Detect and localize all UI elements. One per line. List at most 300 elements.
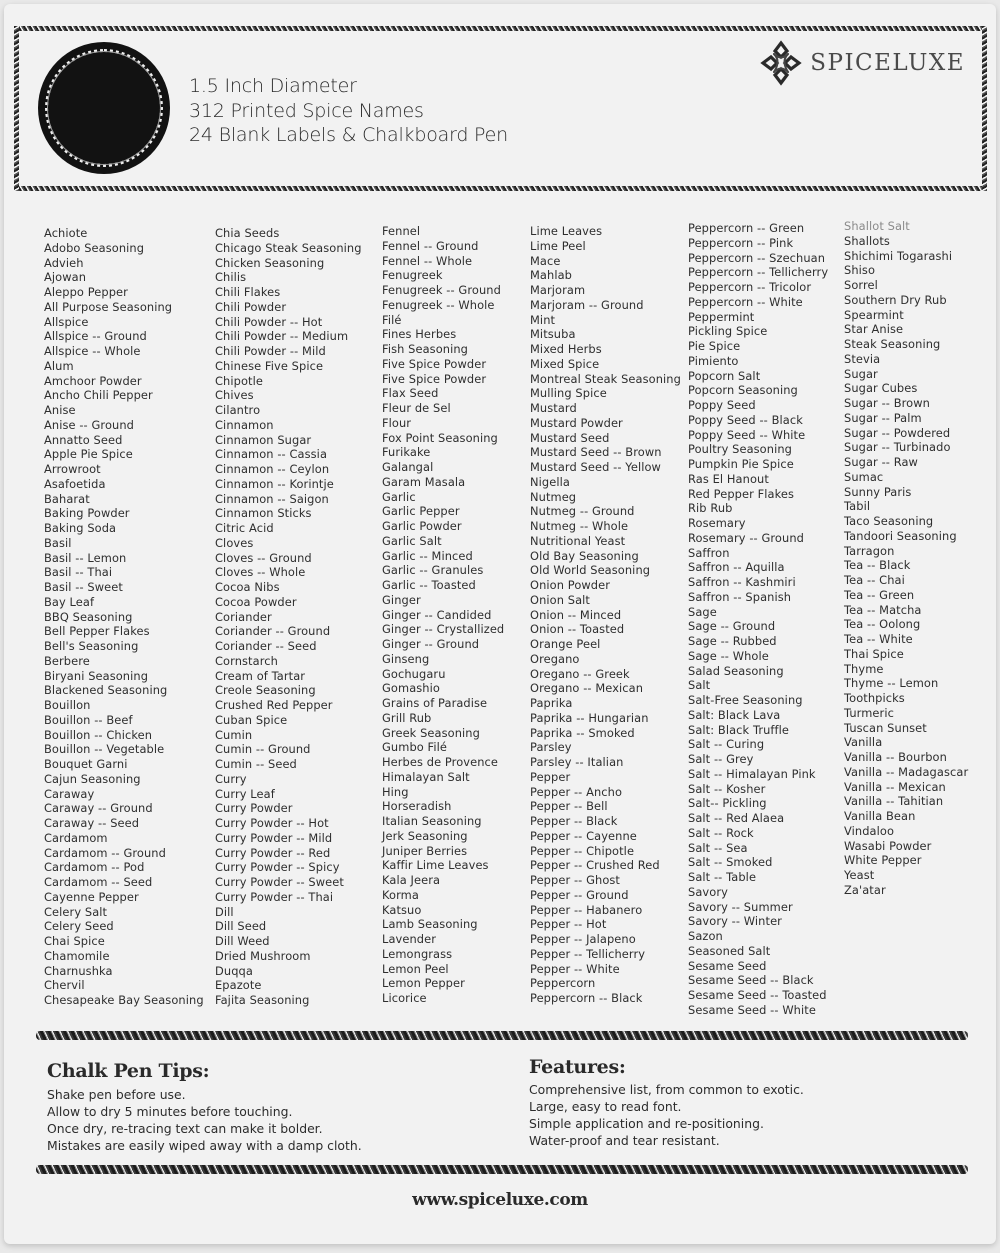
spice-name: Fleur de Sel [382,401,451,415]
spice-name: Rosemary -- Ground [688,530,804,545]
spice-name: Cocoa Nibs [215,580,280,594]
spice-name: Caraway [44,786,95,801]
spice-name: Salt: Black Truffle [688,722,790,737]
tip-item: Allow to dry 5 minutes before touching. [47,1104,293,1119]
spice-name: Old Bay Seasoning [530,548,639,563]
spice-name: Parsley -- Italian [530,755,624,769]
spice-name: Charnushka [44,963,113,978]
spice-name: Peppercorn -- Tellicherry [688,265,829,280]
spice-name: Galangal [382,460,434,474]
spice-name: Tea -- Green [844,587,915,602]
spice-name: Italian Seasoning [382,814,482,828]
spice-name: Onion Powder [530,578,611,592]
spice-name: Thyme [844,661,884,676]
spice-name: Tea -- Black [844,558,911,573]
spice-name: Cinnamon [215,417,274,432]
header-panel [14,26,987,191]
spice-name: Vanilla Bean [844,809,916,823]
spice-name: Basil [44,535,72,550]
spice-name: Pepper -- Tellicherry [530,946,646,961]
spice-name: Advieh [44,255,84,270]
spice-name: Salt -- Sea [688,840,748,855]
spice-name: Juniper Berries [382,843,468,858]
spice-name: Ginseng [382,651,430,666]
spice-name: Mulling Spice [530,386,607,401]
spice-name: Vanilla -- Tahitian [844,794,944,809]
spice-name: Basil -- Lemon [44,550,127,565]
spice-name: Peppercorn -- White [688,294,803,309]
spice-name: Mint [530,312,556,327]
spice-name: Salt: Black Lava [688,707,781,722]
spice-name: Salt -- Himalayan Pink [688,766,816,781]
spice-name: Fenugreek [382,268,443,283]
spice-name: Lemon Pepper [382,976,465,991]
spice-name: Cinnamon Sticks [215,506,312,521]
spice-name: Dried Mushroom [215,948,311,963]
spice-name: Cajun Seasoning [44,771,141,786]
features-list [529,1081,804,1149]
spice-name: Yeast [844,868,875,882]
spice-name: Chesapeake Bay Seasoning [44,993,204,1007]
rope-divider-bottom [36,1165,968,1174]
spice-name: Sugar -- Powdered [844,425,951,440]
spice-name: Salt [688,678,711,693]
spice-name: Sugar Cubes [844,381,918,396]
spice-name: Turmeric [844,705,894,720]
spice-name: Salt -- Grey [688,752,754,766]
spice-name: Onion Salt [530,592,590,607]
spice-name: Cinnamon -- Ceylon [215,462,330,476]
spice-name: Lime Leaves [530,224,603,238]
spice-name: Pepper -- White [530,961,620,976]
spice-name: Chicago Steak Seasoning [215,240,362,255]
spice-name: Caraway -- Ground [44,801,153,816]
spice-name: Shallot Salt [844,219,910,233]
spice-name: Duqqa [215,963,253,978]
spice-name: Curry Powder -- Mild [215,830,333,845]
spice-name: Bouquet Garni [44,757,128,771]
spice-name: Cinnamon -- Saigon [215,491,329,506]
spice-name: Annatto Seed [44,432,123,447]
spice-name: Mixed Spice [530,356,600,371]
spice-name: Gumbo Filé [382,740,448,755]
spice-name: Berbere [44,653,90,668]
spice-name: Greek Seasoning [382,725,480,740]
spice-name: Tea -- Chai [844,573,905,587]
spice-name: Himalayan Salt [382,769,470,784]
spice-name: Tabil [844,499,871,514]
spice-name: Nutmeg [530,489,577,504]
spice-name: Salt-- Pickling [688,796,767,811]
spice-name: Mustard Seed [530,430,610,445]
spice-name: BBQ Seasoning [44,609,133,624]
label-inner-ring [47,51,161,165]
spice-name: Sesame Seed -- White [688,1002,816,1017]
spice-name: Sage -- Ground [688,619,776,634]
spice-name: Ginger -- Candided [382,607,492,622]
tip-item: Once dry, re-tracing text can make it bolder. [47,1121,323,1136]
spice-name: Sorrel [844,278,878,292]
spice-name: Peppercorn -- Black [530,991,643,1005]
spice-name: Salt -- Smoked [688,855,773,870]
spice-name: Cocoa Powder [215,594,297,609]
spice-name: Saffron -- Aquilla [688,560,785,575]
spice-name: Salt -- Kosher [688,781,766,796]
spice-name: Fox Point Seasoning [382,430,498,445]
spice-name: Chives [215,388,254,403]
spice-name: Chili Powder -- Medium [215,329,349,344]
spice-name: Mustard Powder [530,415,623,430]
spice-name: Onion -- Minced [530,607,622,622]
feature-item: Water-proof and tear resistant. [529,1133,720,1148]
spice-name: Mustard [530,401,577,415]
spice-name: Garam Masala [382,474,466,489]
spice-name: Cilantro [215,403,261,417]
spice-name: Peppermint [688,309,755,324]
spice-name: Lamb Seasoning [382,917,478,932]
spice-name: Pepper -- Habanero [530,902,643,917]
spice-name: Salt -- Curing [688,737,765,752]
spice-name: Shiso [844,263,876,278]
spice-name: Seasoned Salt [688,943,771,958]
spice-name: Apple Pie Spice [44,447,133,462]
spice-name: Saffron -- Kashmiri [688,575,796,589]
spice-name: Sesame Seed -- Toasted [688,988,827,1002]
spice-name: Garlic -- Minced [382,548,473,563]
spice-name: Fennel -- Ground [382,238,479,253]
spice-name: Sumac [844,469,884,484]
spice-name: Five Spice Powder [382,356,487,371]
spice-name: Marjoram -- Ground [530,297,644,312]
spice-name: Mace [530,253,561,268]
spice-name: Onion -- Toasted [530,622,625,637]
spice-name: Tea -- Matcha [844,602,922,617]
spice-name: Curry Powder -- Spicy [215,860,340,875]
spice-name: Poppy Seed -- Black [688,412,803,427]
spice-name: Cream of Tartar [215,668,306,683]
spice-name: Celery Seed [44,919,114,934]
spice-name: Bell Pepper Flakes [44,624,150,639]
spice-name: Chinese Five Spice [215,358,324,373]
spice-name: Curry Leaf [215,786,275,801]
spice-column-1 [44,226,204,1008]
spice-name: Asafoetida [44,476,106,491]
spice-name: Tuscan Sunset [844,720,927,735]
spice-name: Bouillon -- Chicken [44,727,153,742]
spice-name: Garlic Salt [382,533,442,548]
spice-name: Curry [215,771,247,786]
feature-item: Comprehensive list, from common to exotic. [529,1082,804,1097]
spice-name: Cornstarch [215,653,278,668]
spice-name: Chili Powder -- Hot [215,314,323,329]
spice-name: Wasabi Powder [844,838,932,853]
spice-name: Kala Jeera [382,873,441,887]
spice-column-3 [382,224,504,1006]
rope-border-top [14,26,987,31]
spice-name: Baking Soda [44,521,117,535]
spice-name: Cumin -- Seed [215,757,297,771]
spice-name: Sugar -- Turbinado [844,440,951,455]
spice-name: Fennel -- Whole [382,253,473,268]
spice-name: Curry Powder [215,801,293,816]
spice-name: Salad Seasoning [688,663,784,678]
spice-name: Garlic Powder [382,519,462,533]
spice-name: White Pepper [844,853,922,868]
spice-name: Chili Flakes [215,285,281,299]
spice-name: Vanilla -- Madagascar [844,764,969,779]
spice-name: Sesame Seed [688,958,767,973]
spice-name: Chicken Seasoning [215,255,325,270]
spice-name: Saffron -- Spanish [688,589,792,604]
spice-name: Fenugreek -- Whole [382,297,495,312]
spice-name: Gochugaru [382,666,446,681]
spice-name: Tarragon [844,543,895,558]
spice-name: Coriander -- Ground [215,624,331,639]
spice-name: Sunny Paris [844,484,912,499]
spice-name: Chili Powder -- Mild [215,344,326,358]
spice-name: Mixed Herbs [530,342,602,356]
spice-name: Taco Seasoning [844,514,934,528]
spice-name: Pepper -- Bell [530,799,608,814]
spice-name: Chipotle [215,373,263,388]
spice-name: Fines Herbes [382,327,457,342]
spice-name: Sage -- Rubbed [688,634,777,648]
spice-name: Star Anise [844,322,904,337]
spice-name: Katsuo [382,902,422,917]
spice-name: Tea -- Oolong [844,617,921,632]
round-chalkboard-label-icon [38,42,170,174]
spice-name: Horseradish [382,799,452,814]
spice-name: Filé [382,312,402,327]
spice-name: Savory -- Winter [688,914,782,929]
spice-name: Cayenne Pepper [44,889,139,904]
spice-name: Stevia [844,351,881,366]
spice-name: Licorice [382,991,427,1005]
spice-name: Montreal Steak Seasoning [530,371,681,386]
rope-divider-top [36,1031,968,1040]
spice-name: Nigella [530,474,570,489]
spice-name: All Purpose Seasoning [44,299,173,314]
spice-name: Pimiento [688,353,739,368]
spice-name: Savory -- Summer [688,899,793,914]
spice-name: Za'atar [844,882,886,897]
spice-name: Allspice -- Ground [44,329,147,344]
spice-name: Achiote [44,226,88,240]
spice-name: Poppy Seed [688,398,756,412]
spice-name: Vanilla -- Mexican [844,779,946,794]
spice-name: Spearmint [844,307,904,322]
spice-name: Adobo Seasoning [44,240,145,255]
spice-name: Toothpicks [844,691,905,705]
spice-name: Lemon Peel [382,961,449,976]
spice-name: Sugar -- Raw [844,455,918,469]
spice-name: Flour [382,415,412,430]
spice-name: Sugar -- Palm [844,410,922,425]
spice-name: Poppy Seed -- White [688,427,806,442]
spice-name: Peppercorn [530,976,596,991]
spice-name: Pepper -- Ghost [530,873,620,887]
spice-name: Nutritional Yeast [530,533,626,548]
spice-name: Bouillon [44,698,91,712]
spice-name: Furikake [382,445,431,460]
spice-name: Pepper -- Cayenne [530,828,637,843]
spice-name: Chilis [215,270,247,285]
spice-name: Sage -- Whole [688,648,769,663]
spice-name: Shallots [844,233,890,248]
product-specs [189,74,508,148]
spice-name: Saffron [688,545,730,560]
spice-name: Crushed Red Pepper [215,698,333,712]
floral-knot-logo-icon [760,40,802,86]
spice-name: Anise [44,403,76,417]
spice-name: Southern Dry Rub [844,292,947,307]
tip-item: Mistakes are easily wiped away with a damp cloth. [47,1138,362,1153]
spice-name: Cardamom -- Ground [44,845,166,860]
spice-name: Flax Seed [382,386,439,401]
spice-name: Kaffir Lime Leaves [382,858,489,873]
spice-name: Fajita Seasoning [215,993,310,1007]
spice-name: Oregano [530,651,580,666]
spice-name: Rosemary [688,516,746,530]
spice-name: Dill Seed [215,919,267,934]
spice-name: Pickling Spice [688,324,768,339]
spice-name: Curry Powder -- Hot [215,816,329,830]
spice-name: Oregano -- Mexican [530,681,644,696]
spice-name: Salt-Free Seasoning [688,693,803,707]
spice-name: Coriander -- Seed [215,639,317,653]
spice-name: Sazon [688,929,723,943]
spice-name: Korma [382,887,419,902]
spice-name: Mustard Seed -- Brown [530,445,662,460]
spice-name: Cardamom [44,830,108,845]
spice-name: Curry Powder -- Red [215,845,331,860]
website-url: www.spiceluxe.com [412,1190,588,1210]
spice-name: Pie Spice [688,339,741,353]
spice-name: Mustard Seed -- Yellow [530,460,661,474]
spice-name: Pepper -- Hot [530,917,607,932]
spice-name: Cuban Spice [215,712,288,727]
spice-name: Garlic [382,489,416,504]
spice-name: Pepper -- Chipotle [530,843,635,858]
rope-border-right [982,26,987,191]
spice-name: Curry Powder -- Thai [215,889,334,904]
spice-name: Cinnamon -- Cassia [215,447,328,462]
spice-name: Cloves -- Whole [215,565,306,580]
spec-printed-count: 312 Printed Spice Names [189,99,424,122]
spice-name: Salt -- Rock [688,825,754,840]
spice-name: Savory [688,884,728,899]
spice-name: Paprika -- Smoked [530,725,635,740]
spice-name: Grains of Paradise [382,696,488,710]
spice-name: Mahlab [530,268,573,283]
spice-name: Pepper -- Ground [530,887,629,902]
spice-name: Curry Powder -- Sweet [215,875,344,889]
spice-name: Biryani Seasoning [44,668,149,683]
spice-name: Pepper -- Jalapeno [530,932,636,946]
spice-name: Peppercorn -- Tricolor [688,280,812,294]
spice-column-4 [530,224,681,1006]
spice-name: Basil -- Thai [44,565,113,580]
spice-name: Chervil [44,978,85,993]
spice-name: Shichimi Togarashi [844,248,953,263]
spice-name: Tea -- White [844,632,913,646]
spice-name: Arrowroot [44,462,101,476]
spice-name: Thai Spice [844,646,904,661]
spice-name: Five Spice Powder [382,371,487,386]
spec-diameter: 1.5 Inch Diameter [189,75,357,97]
spice-name: Chai Spice [44,934,105,948]
spice-name: Bell's Seasoning [44,639,139,653]
spice-name: Parsley [530,740,572,755]
rope-border-bottom [14,186,987,191]
brand-name: SPICELUXE [810,50,965,76]
spice-name: Chili Powder [215,299,287,314]
spice-name: Creole Seasoning [215,683,316,698]
spice-name: Ancho Chili Pepper [44,388,153,403]
spice-name: Sage [688,604,717,619]
spice-name: Epazote [215,978,262,993]
features-title: Features: [529,1056,626,1078]
spice-name: Salt -- Table [688,870,757,884]
spice-name: Marjoram [530,283,586,297]
spec-blank-labels: 24 Blank Labels & Chalkboard Pen [189,124,508,146]
spice-name: Vindaloo [844,823,895,838]
spice-name: Cardamom -- Pod [44,860,145,875]
spice-name: Celery Salt [44,904,108,919]
spice-name: Ginger -- Ground [382,637,480,651]
spice-name: Hing [382,784,409,799]
spice-name: Cinnamon Sugar [215,432,312,447]
spice-name: Gomashio [382,681,440,696]
spice-name: Nutmeg -- Ground [530,504,635,519]
chalk-pen-tips-list [47,1086,362,1154]
spice-column-2 [215,226,362,1008]
rope-border-left [14,26,19,191]
spice-name: Sugar [844,366,878,381]
spice-name: Garlic Pepper [382,504,460,519]
spice-name: Lime Peel [530,238,586,253]
spice-name: Cumin [215,727,253,742]
spice-name: Dill Weed [215,934,270,948]
spice-name: Bay Leaf [44,594,95,609]
spice-name: Salt -- Red Alaea [688,811,785,825]
feature-item: Large, easy to read font. [529,1099,682,1114]
spice-name: Sugar -- Brown [844,396,930,410]
spice-name: Pepper -- Black [530,814,618,828]
spice-name: Bouillon -- Beef [44,712,133,727]
chalk-pen-tips-title: Chalk Pen Tips: [47,1060,210,1082]
spice-name: Peppercorn -- Green [688,221,805,235]
spice-name: Ajowan [44,270,87,285]
spice-name: Steak Seasoning [844,337,941,351]
spice-name: Pepper [530,769,571,784]
spice-name: Popcorn Seasoning [688,383,798,398]
spice-name: Vanilla [844,735,883,750]
spice-name: Tandoori Seasoning [844,528,957,543]
spice-name: Caraway -- Seed [44,816,140,830]
spice-name: Grill Rub [382,710,432,725]
spice-name: Ginger -- Crystallized [382,622,505,637]
spice-name: Sesame Seed -- Black [688,973,814,988]
spice-name: Amchoor Powder [44,373,142,388]
spice-name: Lemongrass [382,946,453,961]
spice-name: Red Pepper Flakes [688,486,795,501]
spice-name: Blackened Seasoning [44,683,168,698]
spice-name: Fennel [382,224,421,238]
spice-name: Pepper -- Crushed Red [530,858,660,873]
spice-name: Cloves [215,535,254,550]
spice-name: Ginger [382,592,421,607]
